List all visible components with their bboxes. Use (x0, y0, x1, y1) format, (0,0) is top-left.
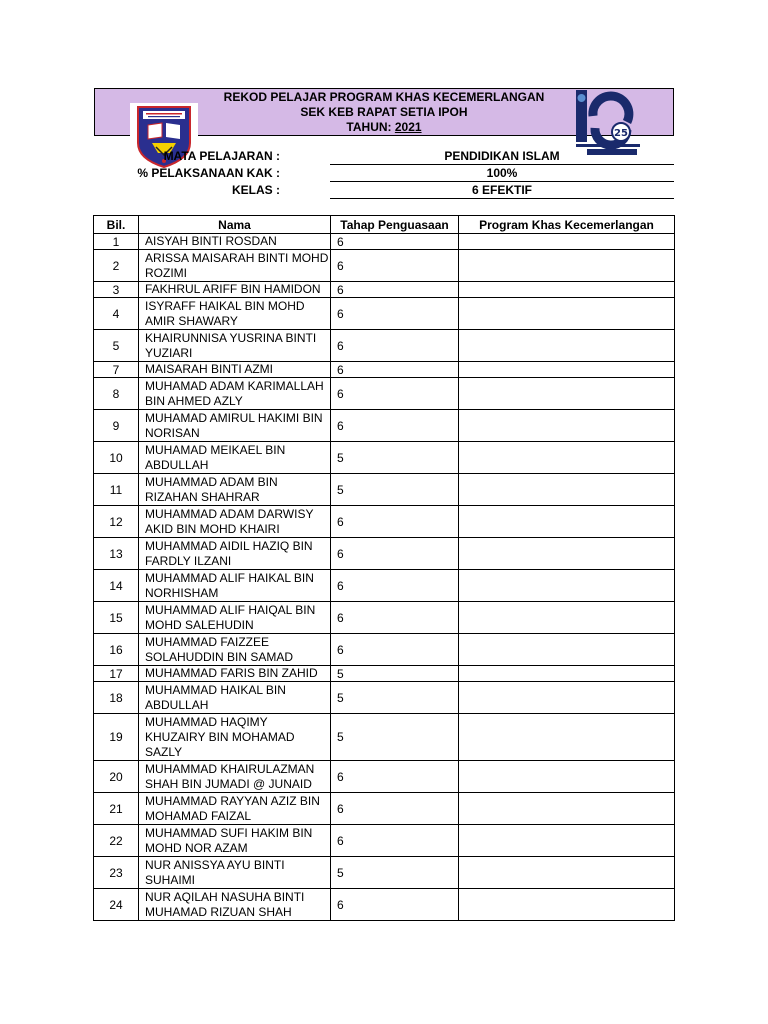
ppks-25-logo (573, 88, 643, 158)
school-name: SEK KEB RAPAT SETIA IPOH (300, 105, 468, 119)
table-row (94, 298, 675, 330)
cell-program (459, 474, 675, 506)
cell-bil: 7 (94, 362, 139, 378)
class-underline (330, 198, 674, 199)
cell-nama: MUHAMMAD RAYYAN AZIZ BIN MOHAMAD FAIZAL (139, 793, 331, 825)
table-row (94, 602, 675, 634)
table-row (94, 378, 675, 410)
cell-tahap: 6 (331, 282, 459, 298)
cell-nama: KHAIRUNNISA YUSRINA BINTI YUZIARI (139, 330, 331, 362)
cell-tahap: 6 (331, 378, 459, 410)
kak-label: % PELAKSANAAN KAK : (137, 166, 280, 180)
year-label: TAHUN: (346, 120, 395, 134)
table-row (94, 474, 675, 506)
cell-nama: AISYAH BINTI ROSDAN (139, 234, 331, 250)
cell-nama: MUHAMMAD KHAIRULAZMAN SHAH BIN JUMADI @ JUNAID (139, 761, 331, 793)
cell-tahap: 6 (331, 362, 459, 378)
cell-nama: FAKHRUL ARIFF BIN HAMIDON (139, 282, 331, 298)
cell-program (459, 506, 675, 538)
cell-tahap: 6 (331, 761, 459, 793)
cell-program (459, 666, 675, 682)
cell-nama: MUHAMMAD ALIF HAIQAL BIN MOHD SALEHUDIN (139, 602, 331, 634)
cell-bil: 17 (94, 666, 139, 682)
cell-program (459, 570, 675, 602)
cell-nama: NUR ANISSYA AYU BINTI SUHAIMI (139, 857, 331, 889)
table-row (94, 506, 675, 538)
cell-bil: 1 (94, 234, 139, 250)
cell-program (459, 825, 675, 857)
cell-tahap: 5 (331, 857, 459, 889)
cell-bil: 11 (94, 474, 139, 506)
cell-tahap: 6 (331, 825, 459, 857)
cell-bil: 4 (94, 298, 139, 330)
report-title: REKOD PELAJAR PROGRAM KHAS KECEMERLANGAN (223, 90, 545, 104)
cell-bil: 16 (94, 634, 139, 666)
cell-tahap: 5 (331, 442, 459, 474)
table-row (94, 857, 675, 889)
cell-bil: 23 (94, 857, 139, 889)
cell-nama: ISYRAFF HAIKAL BIN MOHD AMIR SHAWARY (139, 298, 331, 330)
subject-value: PENDIDIKAN ISLAM (444, 149, 560, 163)
cell-nama: MUHAMMAD AIDIL HAZIQ BIN FARDLY ILZANI (139, 538, 331, 570)
cell-nama: MUHAMMAD FARIS BIN ZAHID (139, 666, 331, 682)
cell-program (459, 330, 675, 362)
cell-program (459, 857, 675, 889)
cell-tahap: 6 (331, 602, 459, 634)
table-row (94, 682, 675, 714)
cell-nama: MUHAMMAD ADAM BIN RIZAHAN SHAHRAR (139, 474, 331, 506)
subject-label: MATA PELAJARAN : (163, 149, 280, 163)
cell-tahap: 6 (331, 250, 459, 282)
cell-tahap: 6 (331, 410, 459, 442)
cell-bil: 8 (94, 378, 139, 410)
cell-program (459, 634, 675, 666)
table-row (94, 282, 675, 298)
cell-program (459, 442, 675, 474)
cell-nama: MUHAMAD MEIKAEL BIN ABDULLAH (139, 442, 331, 474)
table-row (94, 410, 675, 442)
table-row (94, 538, 675, 570)
kak-value: 100% (486, 166, 518, 180)
cell-tahap: 5 (331, 474, 459, 506)
cell-nama: MUHAMAD AMIRUL HAKIMI BIN NORISAN (139, 410, 331, 442)
table-row (94, 234, 675, 250)
cell-bil: 5 (94, 330, 139, 362)
cell-nama: MUHAMMAD HAIKAL BIN ABDULLAH (139, 682, 331, 714)
cell-nama: NUR AQILAH NASUHA BINTI MUHAMAD RIZUAN SHAH (139, 889, 331, 921)
table-row (94, 570, 675, 602)
cell-bil: 21 (94, 793, 139, 825)
kak-underline (330, 181, 674, 182)
table-row (94, 634, 675, 666)
cell-program (459, 538, 675, 570)
cell-bil: 22 (94, 825, 139, 857)
cell-program (459, 602, 675, 634)
cell-bil: 12 (94, 506, 139, 538)
table-row (94, 442, 675, 474)
cell-program (459, 298, 675, 330)
student-record-table (93, 215, 675, 921)
cell-program (459, 378, 675, 410)
cell-bil: 9 (94, 410, 139, 442)
cell-nama: MUHAMMAD HAQIMY KHUZAIRY BIN MOHAMAD SAZLY (139, 714, 331, 761)
cell-nama: MAISARAH BINTI AZMI (139, 362, 331, 378)
subject-underline (330, 164, 674, 165)
class-value: 6 EFEKTIF (471, 183, 532, 197)
cell-bil: 18 (94, 682, 139, 714)
column-header-nama: Nama (139, 216, 331, 234)
cell-nama: MUHAMMAD SUFI HAKIM BIN MOHD NOR AZAM (139, 825, 331, 857)
cell-tahap: 5 (331, 682, 459, 714)
table-body (94, 234, 675, 921)
cell-tahap: 6 (331, 298, 459, 330)
cell-tahap: 6 (331, 506, 459, 538)
cell-bil: 2 (94, 250, 139, 282)
cell-program (459, 889, 675, 921)
svg-text:25: 25 (614, 128, 628, 139)
cell-tahap: 6 (331, 330, 459, 362)
cell-tahap: 5 (331, 666, 459, 682)
student-record-table-wrapper (93, 215, 675, 921)
cell-program (459, 250, 675, 282)
table-header-row (94, 216, 675, 234)
cell-program (459, 234, 675, 250)
cell-bil: 13 (94, 538, 139, 570)
cell-program (459, 793, 675, 825)
cell-nama: MUHAMMAD ALIF HAIKAL BIN NORHISHAM (139, 570, 331, 602)
table-row (94, 250, 675, 282)
class-label: KELAS : (232, 183, 280, 197)
cell-tahap: 6 (331, 889, 459, 921)
cell-nama: MUHAMAD ADAM KARIMALLAH BIN AHMED AZLY (139, 378, 331, 410)
year-value: 2021 (394, 120, 422, 134)
cell-bil: 15 (94, 602, 139, 634)
cell-tahap: 5 (331, 714, 459, 761)
cell-bil: 14 (94, 570, 139, 602)
table-row (94, 761, 675, 793)
table-row (94, 889, 675, 921)
cell-bil: 3 (94, 282, 139, 298)
cell-tahap: 6 (331, 538, 459, 570)
cell-bil: 20 (94, 761, 139, 793)
column-header-program: Program Khas Kecemerlangan (459, 216, 675, 234)
cell-nama: MUHAMMAD ADAM DARWISY AKID BIN MOHD KHAIRI (139, 506, 331, 538)
table-row (94, 793, 675, 825)
cell-tahap: 6 (331, 634, 459, 666)
table-row (94, 330, 675, 362)
cell-program (459, 714, 675, 761)
cell-program (459, 362, 675, 378)
cell-nama: MUHAMMAD FAIZZEE SOLAHUDDIN BIN SAMAD (139, 634, 331, 666)
cell-program (459, 761, 675, 793)
column-header-tahap: Tahap Penguasaan (331, 216, 459, 234)
column-header-bil: Bil. (94, 216, 139, 234)
cell-program (459, 682, 675, 714)
cell-bil: 19 (94, 714, 139, 761)
cell-nama: ARISSA MAISARAH BINTI MOHD ROZIMI (139, 250, 331, 282)
table-row (94, 666, 675, 682)
cell-tahap: 6 (331, 570, 459, 602)
cell-program (459, 410, 675, 442)
cell-bil: 24 (94, 889, 139, 921)
table-row (94, 362, 675, 378)
table-row (94, 714, 675, 761)
cell-bil: 10 (94, 442, 139, 474)
cell-program (459, 282, 675, 298)
cell-tahap: 6 (331, 234, 459, 250)
table-row (94, 825, 675, 857)
cell-tahap: 6 (331, 793, 459, 825)
